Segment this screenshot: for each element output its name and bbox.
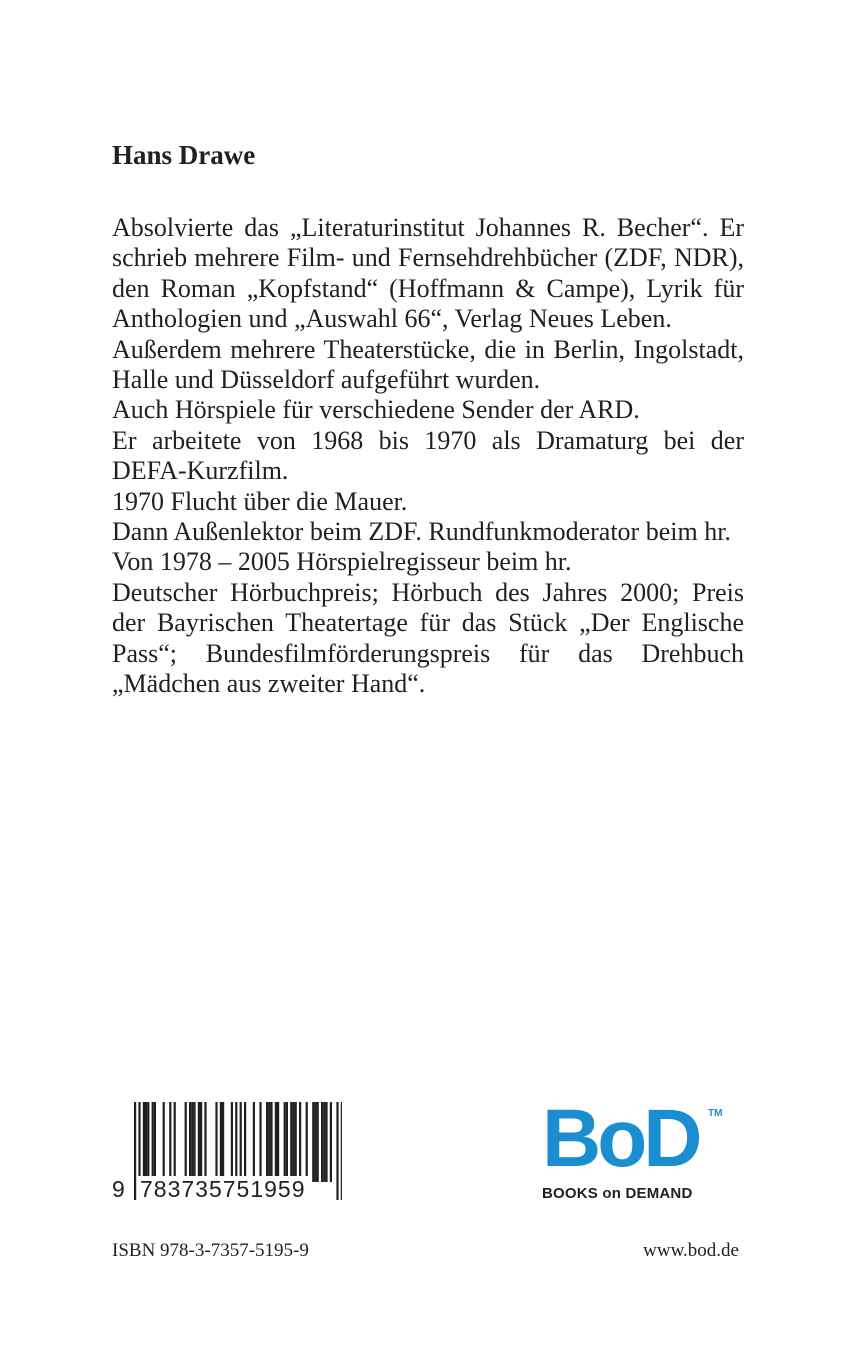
barcode-bar (152, 1102, 154, 1182)
barcode-bar (275, 1102, 277, 1182)
barcode-bar (169, 1102, 171, 1182)
barcode-bar (295, 1102, 297, 1182)
barcode-bar (189, 1102, 191, 1182)
bio-paragraph: Außerdem mehrere Theaterstücke, die in Berlin, Ingolstadt, Halle und Düsseldorf aufgeführt wurden. (112, 334, 744, 395)
barcode-digits: 783735751959 (140, 1176, 306, 1202)
barcode-bar (270, 1102, 272, 1182)
barcode-bar (185, 1102, 187, 1182)
author-biography (112, 213, 744, 700)
barcode-bar (266, 1102, 268, 1182)
barcode-bar (191, 1102, 193, 1182)
barcode-bar (292, 1102, 294, 1182)
barcode-bar (145, 1102, 147, 1182)
bod-logo (540, 1093, 730, 1212)
barcode-bar (299, 1102, 301, 1182)
bio-paragraph: Absolvierte das „Literaturinstitut Johannes R. Becher“. Er schrieb mehrere Film- und Fernsehdrehbücher (ZDF, NDR), den Roman „Kopfstand“ (Hoffmann & Campe), Lyrik für Anthologien und „Auswahl 66“, Verlag Neues Leben. (112, 213, 744, 334)
logo-subtitle: BOOKS on DEMAND (542, 1185, 693, 1202)
logo-trademark: TM (708, 1108, 723, 1119)
logo-wordmark: BoD (542, 1093, 699, 1184)
barcode-bar (154, 1102, 156, 1182)
barcode-bar (317, 1102, 319, 1182)
barcode-bar (321, 1102, 323, 1182)
barcode-bar (259, 1102, 261, 1182)
barcode-bar (220, 1102, 222, 1182)
bio-paragraph: Von 1978 – 2005 Hörspielregisseur beim hr. (112, 547, 572, 577)
barcode-bar (200, 1102, 202, 1182)
website-url: www.bod.de (643, 1240, 739, 1261)
barcode-bar (284, 1102, 286, 1182)
barcode-bar (312, 1102, 314, 1182)
barcode-bar (143, 1102, 145, 1182)
bio-paragraph: Dann Außenlektor beim ZDF. Rundfunkmoderator beim hr. (112, 517, 731, 547)
bio-paragraph: Deutscher Hörbuchpreis; Hörbuch des Jahres 2000; Preis der Bayrischen Theatertage für das Stück „Der Englische Pass“; Bundesfilmförderungspreis für das Drehbuch „Mädchen aus zweiter Hand“. (112, 577, 744, 699)
barcode-bar (325, 1102, 327, 1182)
barcode-bar (204, 1102, 206, 1182)
barcode-bar (174, 1102, 176, 1182)
barcode-bar (314, 1102, 316, 1182)
barcode-bar (323, 1102, 325, 1182)
bio-paragraph: 1970 Flucht über die Mauer. (112, 486, 408, 516)
isbn: ISBN 978-3-7357-5195-9 (112, 1240, 309, 1261)
barcode-bar (290, 1102, 292, 1182)
barcode-bar (268, 1102, 270, 1182)
barcode-bar (215, 1102, 217, 1182)
barcode (110, 1102, 342, 1216)
barcode-bar (306, 1102, 308, 1182)
barcode-bar (163, 1102, 165, 1182)
barcode-bar (147, 1102, 149, 1182)
barcode-bar (286, 1102, 288, 1182)
barcode-bar (222, 1102, 224, 1182)
barcode-bar (341, 1102, 342, 1200)
bio-paragraph: Er arbeitete von 1968 bis 1970 als Dramaturg bei der DEFA-Kurzfilm. (112, 425, 744, 486)
author-name: Hans Drawe (112, 140, 256, 170)
barcode-bar (231, 1102, 233, 1182)
barcode-bar (253, 1102, 255, 1182)
barcode-bar (330, 1102, 332, 1182)
barcode-bar (198, 1102, 200, 1182)
barcode-bar (134, 1102, 136, 1200)
bio-paragraph: Auch Hörspiele für verschiedene Sender der ARD. (112, 395, 640, 425)
barcode-first-digit: 9 (112, 1176, 126, 1202)
barcode-bar (277, 1102, 279, 1182)
barcode-bar (336, 1102, 338, 1200)
barcode-bar (193, 1102, 195, 1182)
barcode-bar (244, 1102, 246, 1182)
